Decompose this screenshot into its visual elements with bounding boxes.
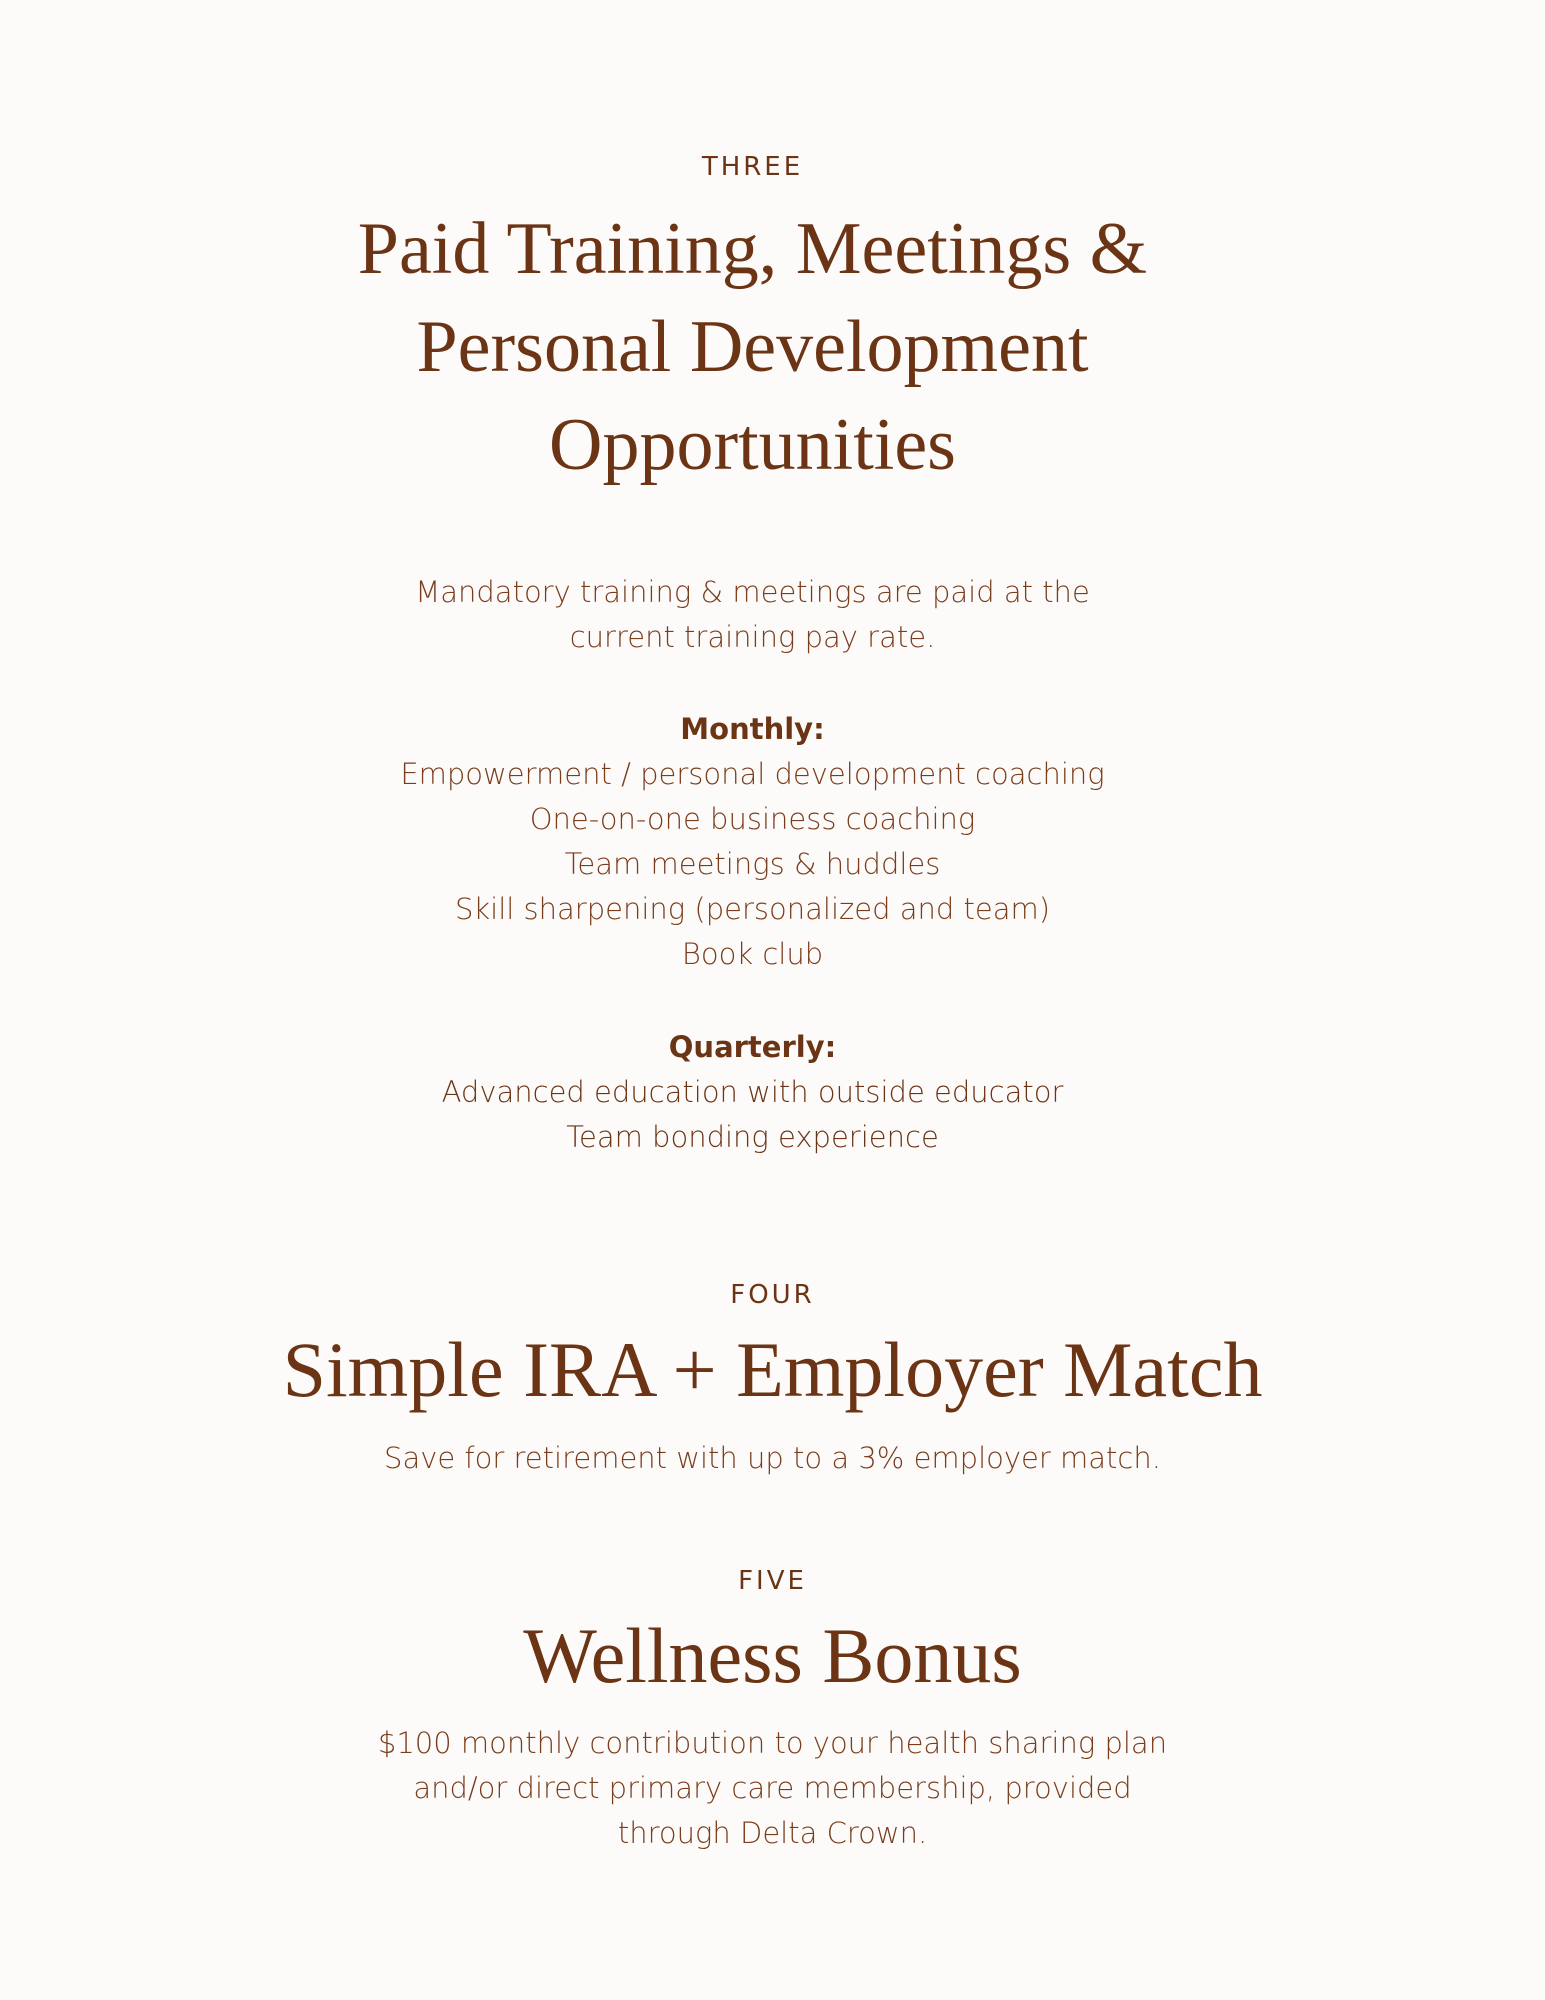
quarterly-list xyxy=(0,1025,1525,1160)
section-five-description xyxy=(0,1721,1545,1856)
section-five-description-line-2: and/or direct primary care membership, provided xyxy=(413,1771,1132,1805)
section-three-title-line-2: Personal Development xyxy=(416,306,1089,388)
monthly-item: Skill sharpening (personalized and team) xyxy=(454,892,1051,926)
intro-line-2: current training pay rate. xyxy=(569,620,936,654)
intro-line-1: Mandatory training & meetings are paid at the xyxy=(415,575,1090,609)
section-three-eyebrow: THREE xyxy=(701,152,804,182)
section-three-title-line-3: Opportunities xyxy=(549,404,956,486)
section-three-title-line-1: Paid Training, Meetings & xyxy=(357,208,1148,290)
monthly-item: Team meetings & huddles xyxy=(564,847,941,881)
section-five-description-line-3: through Delta Crown. xyxy=(617,1816,928,1850)
monthly-item: Book club xyxy=(681,937,824,971)
section-five-eyebrow: FIVE xyxy=(738,1566,807,1596)
monthly-item: One-on-one business coaching xyxy=(529,802,976,836)
section-three-title xyxy=(0,200,1525,494)
section-four-description: Save for retirement with up to a 3% employer match. xyxy=(384,1441,1161,1475)
section-four-title: Simple IRA + Employer Match xyxy=(282,1326,1263,1413)
section-three-intro xyxy=(0,570,1525,660)
section-four-eyebrow: FOUR xyxy=(730,1280,815,1310)
quarterly-item: Advanced education with outside educator xyxy=(441,1075,1064,1109)
monthly-heading: Monthly: xyxy=(680,712,825,746)
monthly-list xyxy=(0,707,1525,977)
section-five-description-line-1: $100 monthly contribution to your health sharing plan xyxy=(377,1726,1168,1760)
monthly-item: Empowerment / personal development coaching xyxy=(400,757,1105,791)
section-five-title: Wellness Bonus xyxy=(523,1612,1022,1699)
quarterly-heading: Quarterly: xyxy=(668,1030,837,1064)
quarterly-item: Team bonding experience xyxy=(566,1120,939,1154)
